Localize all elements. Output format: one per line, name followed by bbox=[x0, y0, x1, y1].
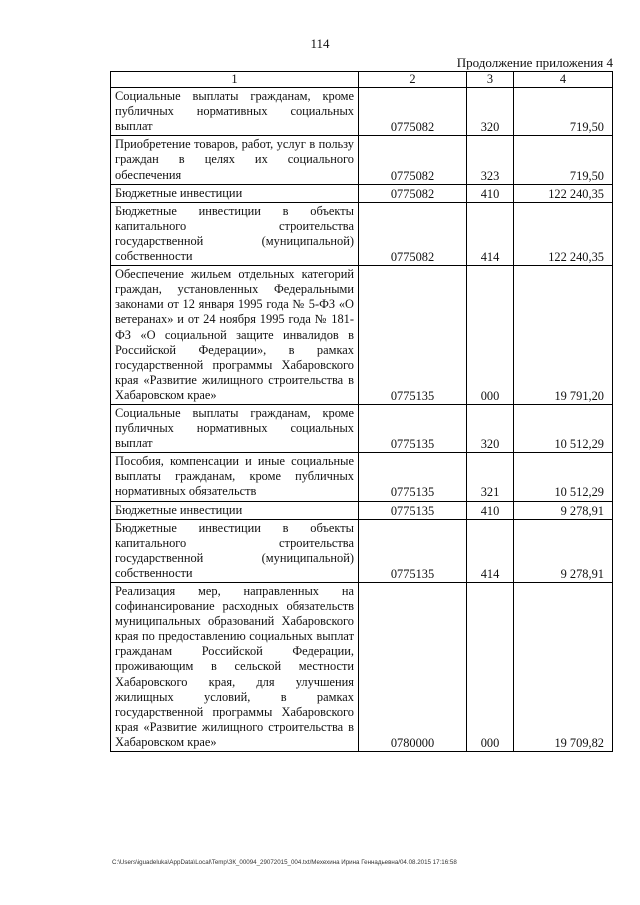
table-header-row bbox=[111, 72, 613, 88]
row-target-code: 0775135 bbox=[359, 519, 467, 582]
row-target-code: 0780000 bbox=[359, 583, 467, 752]
table-row bbox=[111, 583, 613, 752]
row-amount: 122 240,35 bbox=[514, 184, 613, 202]
row-amount: 719,50 bbox=[514, 88, 613, 136]
row-target-code: 0775135 bbox=[359, 266, 467, 405]
row-amount: 10 512,29 bbox=[514, 404, 613, 452]
row-amount: 122 240,35 bbox=[514, 202, 613, 265]
row-amount: 19 709,82 bbox=[514, 583, 613, 752]
row-target-code: 0775135 bbox=[359, 404, 467, 452]
table-row bbox=[111, 453, 613, 501]
row-name: Бюджетные инвестиции в объекты капитального строительства государственной (муниципальной) собственности bbox=[111, 202, 359, 265]
row-target-code: 0775082 bbox=[359, 88, 467, 136]
table-row bbox=[111, 184, 613, 202]
row-expense-type: 320 bbox=[467, 88, 514, 136]
row-name: Социальные выплаты гражданам, кроме публичных нормативных социальных выплат bbox=[111, 88, 359, 136]
row-expense-type: 000 bbox=[467, 583, 514, 752]
row-amount: 19 791,20 bbox=[514, 266, 613, 405]
table-row bbox=[111, 88, 613, 136]
row-name: Социальные выплаты гражданам, кроме публичных нормативных социальных выплат bbox=[111, 404, 359, 452]
row-name: Пособия, компенсации и иные социальные выплаты гражданам, кроме публичных нормативных обязательств bbox=[111, 453, 359, 501]
row-target-code: 0775082 bbox=[359, 202, 467, 265]
row-target-code: 0775082 bbox=[359, 184, 467, 202]
continuation-caption: Продолжение приложения 4 bbox=[456, 55, 613, 70]
table-row bbox=[111, 202, 613, 265]
page-number: 114 bbox=[310, 36, 330, 51]
budget-table bbox=[110, 71, 613, 752]
row-expense-type: 414 bbox=[467, 202, 514, 265]
table-row bbox=[111, 404, 613, 452]
row-name: Реализация мер, направленных на софинансирование расходных обязательств муниципальных образований Хабаровского края по предоставлению социальных выплат гражданам Российской Федерации, проживающим в сельской местности Хабаровского края, для улучшения жилищных условий, в рамках государственной программы Хабаровского края «Развитие жилищного строительства в Хабаровском крае» bbox=[111, 583, 359, 752]
row-expense-type: 323 bbox=[467, 136, 514, 184]
row-amount: 9 278,91 bbox=[514, 519, 613, 582]
row-expense-type: 321 bbox=[467, 453, 514, 501]
row-name: Бюджетные инвестиции bbox=[111, 184, 359, 202]
row-expense-type: 410 bbox=[467, 184, 514, 202]
header-col-1: 1 bbox=[111, 72, 359, 88]
row-name: Бюджетные инвестиции в объекты капитального строительства государственной (муниципальной) собственности bbox=[111, 519, 359, 582]
table-row bbox=[111, 501, 613, 519]
table-row bbox=[111, 266, 613, 405]
row-target-code: 0775082 bbox=[359, 136, 467, 184]
row-name: Обеспечение жильем отдельных категорий граждан, установленных Федеральными законами от 12 января 1995 года № 5-ФЗ «О ветеранах» и от 24 ноября 1995 года № 181-ФЗ «О социальной защите инвалидов в Российской Федерации», в рамках государственной программы Хабаровского края «Развитие жилищного строительства в Хабаровском крае» bbox=[111, 266, 359, 405]
row-expense-type: 000 bbox=[467, 266, 514, 405]
row-name: Бюджетные инвестиции bbox=[111, 501, 359, 519]
row-expense-type: 410 bbox=[467, 501, 514, 519]
table-row bbox=[111, 519, 613, 582]
row-name: Приобретение товаров, работ, услуг в пользу граждан в целях их социального обеспечения bbox=[111, 136, 359, 184]
header-col-3: 3 bbox=[467, 72, 514, 88]
row-expense-type: 320 bbox=[467, 404, 514, 452]
row-amount: 10 512,29 bbox=[514, 453, 613, 501]
header-col-4: 4 bbox=[514, 72, 613, 88]
row-target-code: 0775135 bbox=[359, 453, 467, 501]
row-expense-type: 414 bbox=[467, 519, 514, 582]
row-amount: 719,50 bbox=[514, 136, 613, 184]
table-row bbox=[111, 136, 613, 184]
row-amount: 9 278,91 bbox=[514, 501, 613, 519]
footer-file-path: C:\Users\iguadeluka\AppData\Local\Temp\ЗК_00094_29072015_004.txt/Мехехина Ирина Геннадьевна/04.08.2015 17:16:58 bbox=[112, 859, 457, 866]
header-col-2: 2 bbox=[359, 72, 467, 88]
row-target-code: 0775135 bbox=[359, 501, 467, 519]
